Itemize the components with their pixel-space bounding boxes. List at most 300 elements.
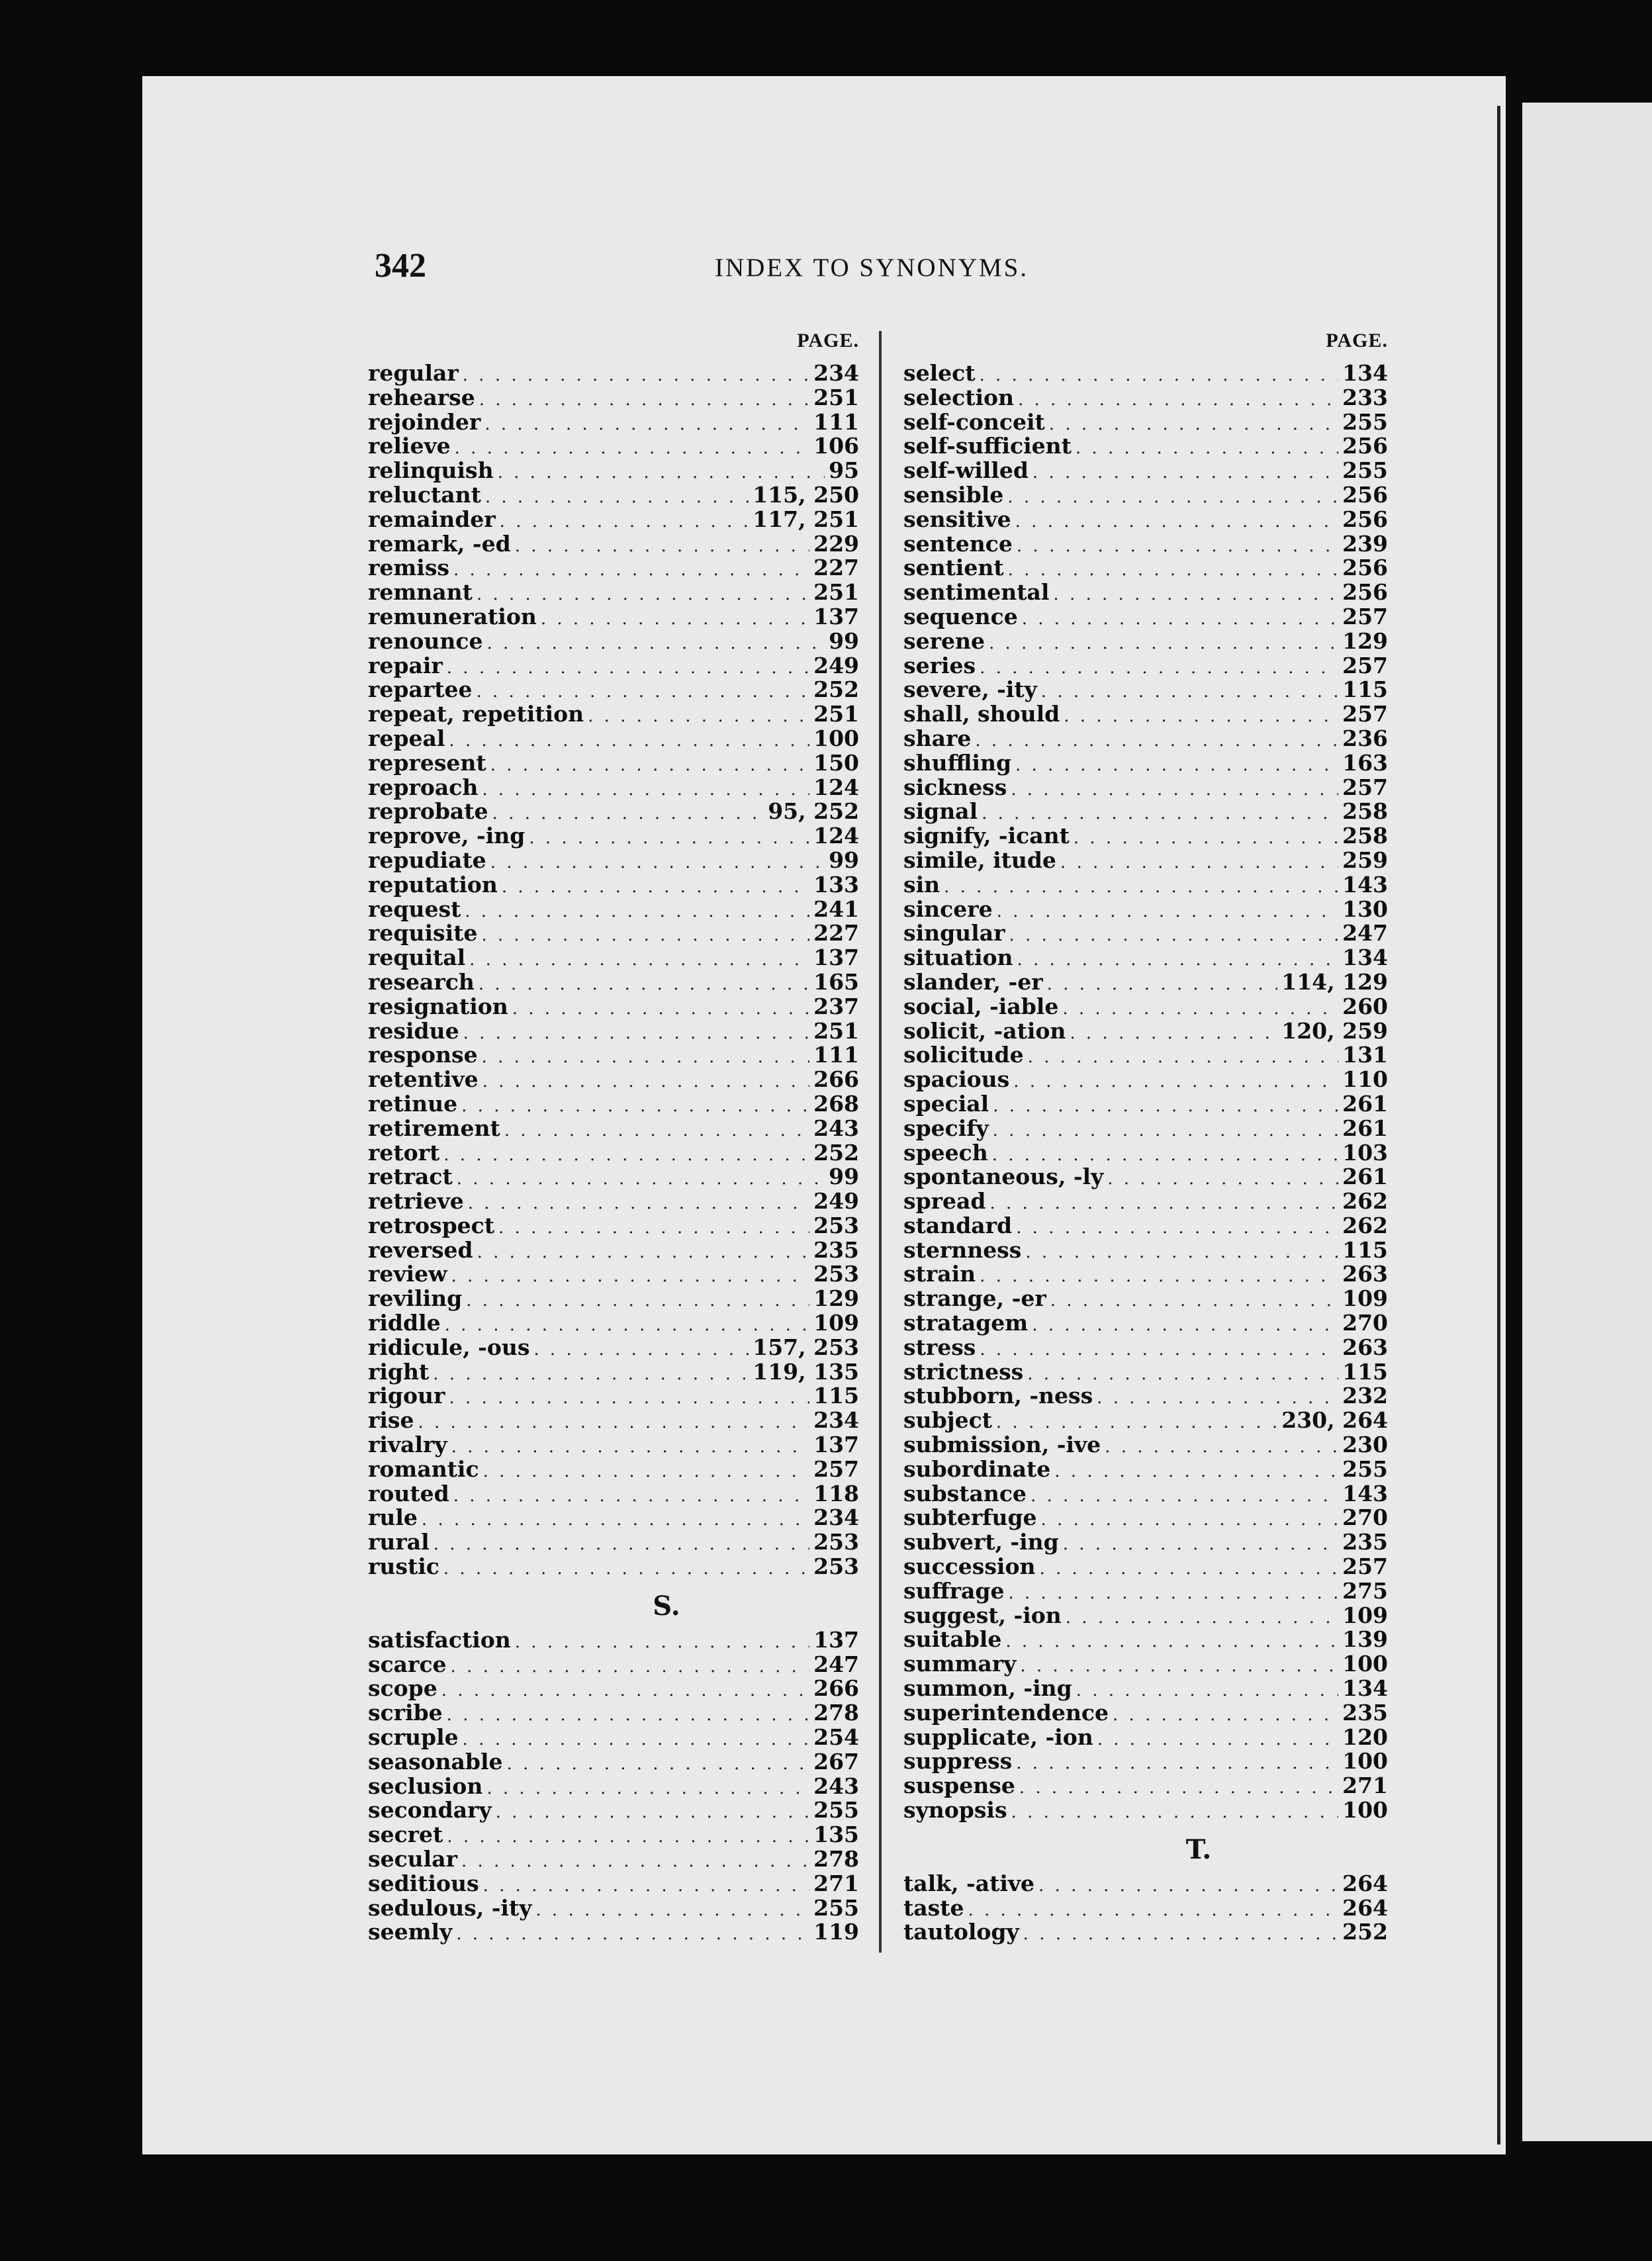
entry-term: talk, -ative [903,1870,1035,1896]
entry-pages: 109 [1342,1285,1388,1312]
dot-leader [498,1216,809,1240]
entry-term: repartee [368,676,473,703]
entry-pages: 150 [813,749,859,776]
entry-pages: 235 [813,1236,859,1263]
entry-term: subordinate [903,1455,1051,1482]
index-entry [903,1530,1388,1555]
dot-leader [485,485,749,510]
index-entry [368,776,859,800]
entry-term: remark, -ed [368,530,511,557]
page-title: INDEX TO SYNONYMS. [715,254,1029,282]
dot-leader [1028,1045,1339,1070]
entry-pages: 241 [813,896,859,922]
entry-pages: 256 [1342,481,1388,508]
dot-leader [533,1338,749,1362]
dot-leader [1070,1021,1277,1046]
dot-leader [466,1289,809,1313]
entry-pages: 119 [813,1919,859,1945]
entry-term: rivalry [368,1432,447,1458]
entry-pages: 268 [813,1090,859,1117]
entry-term: satisfaction [368,1626,511,1653]
index-entry [368,629,859,654]
entry-term: reprobate [368,798,488,825]
entry-term: solicit, -ation [903,1017,1066,1044]
entry-pages: 139 [1342,1626,1388,1653]
dot-leader [500,510,749,534]
index-entry [368,1141,859,1166]
index-entry [903,1433,1388,1457]
entry-term: seemly [368,1919,453,1945]
entry-term: scarce [368,1651,447,1677]
entry-pages: 259 [1342,847,1388,873]
dot-leader [433,1362,749,1387]
index-entry [368,483,859,508]
entry-pages: 257 [813,1455,859,1482]
entry-pages: 257 [1342,701,1388,727]
entry-pages: 115 [1342,1236,1388,1263]
index-entry [368,1628,859,1653]
dot-leader [1032,1313,1338,1338]
entry-term: supplicate, -ion [903,1724,1093,1750]
entry-pages: 256 [1342,433,1388,459]
entry-pages: 124 [813,823,859,849]
entry-pages: 247 [1342,920,1388,946]
dot-leader [502,875,809,900]
index-entry [903,1141,1388,1166]
entry-pages: 233 [1342,384,1388,410]
dot-leader [434,1532,809,1557]
section-letter-t: T. [1185,1833,1212,1865]
index-entry [903,1336,1388,1360]
running-head [0,246,1652,299]
index-entry [903,654,1388,678]
index-entry [368,580,859,605]
entry-term: suppress [903,1748,1013,1775]
entry-term: signify, -icant [903,823,1070,849]
entry-term: request [368,896,461,922]
dot-leader [1016,1216,1338,1240]
dot-leader [490,753,809,778]
entry-pages: 270 [1342,1504,1388,1531]
entry-pages: 271 [1342,1773,1388,1799]
index-entry [903,1872,1388,1896]
entry-pages: 232 [1342,1383,1388,1409]
entry-pages: 258 [1342,823,1388,849]
index-entry [368,824,859,849]
entry-term: sedulous, -ity [368,1894,532,1921]
dot-leader [1011,778,1338,802]
entry-term: sentimental [903,579,1050,606]
entry-term: seditious [368,1870,479,1896]
index-entry [368,1117,859,1141]
dot-leader [469,948,809,972]
entry-term: succession [903,1553,1036,1580]
entry-pages: 95 [829,457,859,484]
index-entry [368,702,859,727]
index-entry [368,556,859,580]
dot-leader [1060,851,1338,875]
entry-pages: 137 [813,1626,859,1653]
entry-pages: 236 [1342,725,1388,751]
entry-term: rigour [368,1383,445,1409]
entry-term: situation [903,945,1013,971]
entry-term: sentence [903,530,1013,557]
dot-leader [993,1094,1338,1119]
dot-leader [504,1119,809,1143]
entry-pages: 254 [813,1724,859,1751]
entry-term: stubborn, -ness [903,1383,1093,1409]
entry-pages: 262 [1342,1212,1388,1238]
dot-leader [453,1484,809,1508]
entry-pages: 120, 259 [1281,1017,1388,1044]
dot-leader [447,656,809,680]
entry-pages: 99 [829,847,859,873]
entry-term: reversed [368,1236,473,1263]
dot-leader [443,1143,809,1168]
entry-pages: 267 [813,1748,859,1775]
index-entry [368,1019,859,1044]
dot-leader [1041,1508,1339,1532]
entry-pages: 249 [813,652,859,678]
entry-term: seasonable [368,1748,503,1775]
dot-leader [588,704,809,729]
entry-pages: 239 [1342,530,1388,557]
index-entry [368,1336,859,1360]
entry-term: tautology [903,1919,1019,1945]
dot-leader [515,1630,809,1655]
entry-term: repeal [368,725,445,751]
index-entry [903,1677,1388,1701]
entry-term: ridicule, -ous [368,1334,530,1360]
entry-pages: 124 [813,774,859,800]
index-entry [368,970,859,995]
entry-term: reprove, -ing [368,823,526,849]
entry-pages: 143 [1342,871,1388,898]
entry-term: suffrage [903,1577,1005,1604]
dot-leader [541,607,809,631]
index-entry [903,1117,1388,1141]
dot-leader [529,826,809,851]
index-entry [368,849,859,873]
entry-term: resignation [368,993,508,1019]
entry-pages: 157, 253 [753,1334,859,1360]
dot-leader [1041,680,1338,704]
entry-term: repair [368,652,443,678]
entry-term: subject [903,1407,992,1434]
entry-term: residue [368,1017,459,1044]
index-entry [903,1896,1388,1921]
index-entry [903,1604,1388,1628]
index-entry [903,1457,1388,1482]
entry-pages: 100 [813,725,859,751]
entry-pages: 253 [813,1261,859,1287]
dot-leader [463,1021,810,1046]
index-entry [368,995,859,1019]
index-entry [368,434,859,459]
dot-leader [968,1898,1338,1923]
dot-leader [1054,1459,1338,1484]
entry-pages: 119, 135 [753,1358,859,1385]
entry-term: reputation [368,871,498,898]
dot-leader [463,363,809,388]
dot-leader [1038,1874,1338,1898]
dot-leader [1097,1728,1338,1752]
entry-term: rejoinder [368,408,481,435]
page-gutter-line [1497,106,1500,2145]
entry-pages: 251 [813,579,859,606]
entry-pages: 257 [1342,652,1388,678]
entry-pages: 100 [1342,1797,1388,1823]
index-entry [903,1360,1388,1385]
section-letter-s: S. [653,1590,680,1622]
entry-term: retinue [368,1090,458,1117]
entry-pages: 266 [813,1675,859,1702]
dot-leader [1015,753,1338,778]
dot-leader [1039,1557,1338,1581]
entry-term: retract [368,1164,453,1190]
entry-pages: 99 [829,627,859,654]
entry-term: strange, -er [903,1285,1046,1312]
index-entry [368,1482,859,1506]
index-entry [368,1408,859,1433]
entry-term: sickness [903,774,1007,800]
dot-leader [451,1435,810,1459]
index-entry [903,1482,1388,1506]
entry-term: secular [368,1846,457,1872]
index-entry [368,678,859,702]
entry-term: submission, -ive [903,1432,1101,1458]
index-entry [368,605,859,629]
index-entry [903,1214,1388,1238]
index-entry [903,1165,1388,1189]
dot-leader [484,412,809,437]
entry-term: scope [368,1675,437,1702]
entry-term: remainder [368,506,496,532]
dot-leader [1076,436,1338,461]
entry-term: requisite [368,920,478,946]
dot-leader [1074,826,1338,851]
entry-term: sternness [903,1236,1022,1263]
entry-pages: 251 [813,384,859,410]
dot-leader [455,436,809,461]
dot-leader [1062,997,1338,1021]
index-entry [903,678,1388,702]
entry-pages: 131 [1342,1042,1388,1068]
entry-term: superintendence [903,1699,1109,1726]
dot-leader [979,363,1338,388]
index-entry [903,1798,1388,1823]
index-entry [903,1701,1388,1726]
dot-leader [449,1386,809,1410]
index-entry [368,921,859,946]
dot-leader [461,1094,809,1119]
entry-pages: 251 [813,1017,859,1044]
index-entry [903,1749,1388,1774]
dot-leader [1007,485,1338,510]
entry-term: sincere [903,896,993,922]
entry-pages: 255 [1342,457,1388,484]
entry-pages: 163 [1342,749,1388,776]
entry-term: select [903,360,976,386]
entry-pages: 115 [1342,1358,1388,1385]
dot-leader [990,1191,1339,1216]
entry-term: rehearse [368,384,475,410]
entry-term: strain [903,1261,976,1287]
entry-term: seclusion [368,1773,483,1799]
dot-leader [451,1264,810,1289]
column-divider [879,331,882,1953]
dot-leader [483,1874,810,1898]
entry-pages: 235 [1342,1699,1388,1726]
index-entry [368,1896,859,1921]
dot-leader [1031,1484,1338,1508]
index-entry [903,508,1388,532]
entry-pages: 134 [1342,1675,1388,1702]
dot-leader [1049,412,1338,437]
entry-term: repeat, repetition [368,701,584,727]
index-entry [368,1920,859,1945]
entry-term: shuffling [903,749,1012,776]
dot-leader [1013,1070,1338,1094]
entry-pages: 263 [1342,1261,1388,1287]
entry-term: summon, -ing [903,1675,1072,1702]
entry-term: reproach [368,774,479,800]
entry-pages: 252 [813,1139,859,1166]
dot-leader [482,778,809,802]
entry-term: shall, should [903,701,1060,727]
page-number: 342 [375,247,426,285]
entry-term: subvert, -ing [903,1529,1059,1555]
index-entry [903,361,1388,386]
dot-leader [451,1655,810,1679]
dot-leader [449,729,809,753]
index-entry [368,1653,859,1677]
index-entry [903,1774,1388,1798]
entry-pages: 130 [1342,896,1388,922]
dot-leader [1107,1167,1338,1191]
index-entry [903,1092,1388,1117]
entry-term: simile, itude [903,847,1056,873]
entry-term: rural [368,1529,430,1555]
entry-pages: 235 [1342,1529,1388,1555]
dot-leader [997,900,1339,924]
index-entry [903,1506,1388,1530]
index-entry [368,1360,859,1385]
dot-leader [486,1776,809,1801]
dot-leader [479,972,809,997]
entry-term: remuneration [368,603,537,629]
index-entry [903,605,1388,629]
entry-pages: 100 [1342,1651,1388,1677]
entry-pages: 243 [813,1773,859,1799]
entry-pages: 110 [1342,1066,1388,1093]
entry-term: secret [368,1822,443,1848]
entry-pages: 134 [1342,360,1388,386]
dot-leader [980,1338,1338,1362]
entry-term: sentient [903,555,1004,581]
entry-pages: 256 [1342,555,1388,581]
dot-leader [482,1045,809,1070]
index-entry [903,1726,1388,1750]
right-s-entries [903,361,1388,1823]
dot-leader [479,388,809,412]
dot-leader [443,1557,809,1581]
index-entry [368,1189,859,1214]
dot-leader [422,1508,809,1532]
entry-term: represent [368,749,486,776]
entry-pages: 137 [813,603,859,629]
index-entry [903,556,1388,580]
index-entry [903,873,1388,898]
entry-term: taste [903,1894,964,1921]
entry-pages: 109 [813,1310,859,1336]
index-entry [368,1092,859,1117]
entry-pages: 115 [813,1383,859,1409]
entry-pages: 114, 129 [1281,968,1388,995]
index-entry [368,1506,859,1530]
index-entry [903,946,1388,970]
entry-pages: 257 [1342,774,1388,800]
dot-leader [1053,582,1338,607]
index-entry [903,1408,1388,1433]
entry-term: solicitude [903,1042,1024,1068]
entry-term: substance [903,1480,1027,1506]
entry-pages: 237 [813,993,859,1019]
index-entry [368,1311,859,1336]
dot-leader [447,1825,809,1849]
entry-term: retrospect [368,1212,495,1238]
dot-leader [1113,1703,1338,1728]
dot-leader [456,1922,809,1947]
index-entry [368,946,859,970]
index-entry [903,727,1388,751]
entry-term: rustic [368,1553,439,1580]
entry-term: scribe [368,1700,443,1726]
entry-pages: 227 [813,555,859,581]
entry-term: sin [903,871,941,898]
index-entry [368,1287,859,1311]
entry-pages: 134 [1342,945,1388,971]
entry-pages: 137 [813,1432,859,1458]
dot-leader [1009,923,1338,948]
index-entry [903,824,1388,849]
entry-pages: 135 [813,1822,859,1848]
entry-pages: 227 [813,920,859,946]
dot-leader [1023,1922,1338,1947]
index-entry [368,751,859,776]
index-entry [368,1433,859,1457]
entry-term: routed [368,1480,449,1506]
entry-term: review [368,1261,447,1287]
index-entry [903,1043,1388,1068]
entry-term: regular [368,360,459,386]
entry-term: retentive [368,1066,479,1093]
entry-term: series [903,652,976,678]
dot-leader [492,802,764,826]
dot-leader [457,1167,825,1191]
entry-pages: 230 [1342,1432,1388,1458]
index-entry [368,1798,859,1823]
left-s-entries [368,1628,859,1945]
left-column [368,330,859,1945]
index-entry [368,1530,859,1555]
entry-pages: 229 [813,530,859,557]
entry-pages: 137 [813,945,859,971]
entry-term: special [903,1090,989,1117]
index-entry [368,1068,859,1092]
dot-leader [490,851,825,875]
entry-pages: 256 [1342,506,1388,532]
